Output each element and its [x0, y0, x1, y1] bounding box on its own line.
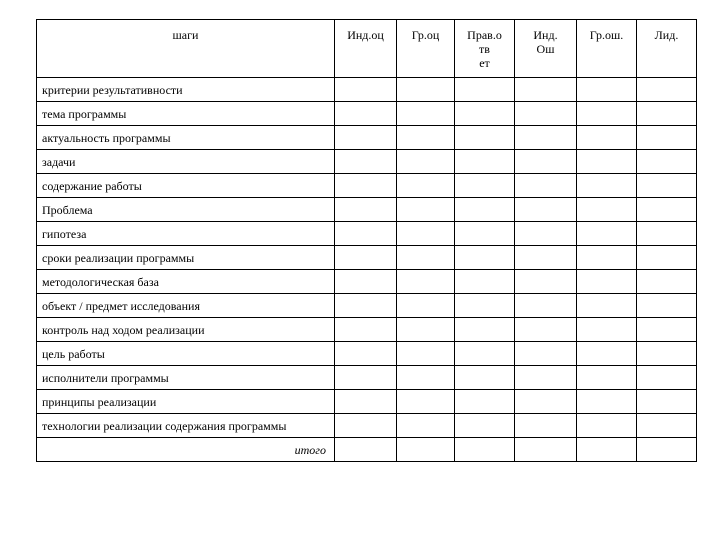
cell-group-score[interactable] — [397, 246, 455, 270]
cell-leader[interactable] — [637, 342, 697, 366]
total-label: итого — [37, 438, 335, 462]
cell-individual-score[interactable] — [335, 102, 397, 126]
cell-correct-answer[interactable] — [455, 222, 515, 246]
cell-group-errors[interactable] — [577, 102, 637, 126]
cell-individual-score[interactable] — [335, 294, 397, 318]
cell-correct-answer[interactable] — [455, 102, 515, 126]
table-header — [37, 20, 697, 78]
cell-individual-score[interactable] — [335, 414, 397, 438]
step-label: методологическая база — [37, 270, 335, 294]
step-label: контроль над ходом реализации — [37, 318, 335, 342]
cell-individual-errors[interactable] — [515, 390, 577, 414]
cell-group-score[interactable] — [397, 294, 455, 318]
cell-group-score[interactable] — [397, 102, 455, 126]
table-row — [37, 390, 697, 414]
step-label: исполнители программы — [37, 366, 335, 390]
cell-individual-score[interactable] — [335, 390, 397, 414]
cell-individual-score[interactable] — [335, 198, 397, 222]
total-cell-individual-errors[interactable] — [515, 438, 577, 462]
step-label: цель работы — [37, 342, 335, 366]
step-label: Проблема — [37, 198, 335, 222]
table-row — [37, 78, 697, 102]
cell-individual-score[interactable] — [335, 366, 397, 390]
cell-leader[interactable] — [637, 270, 697, 294]
total-cell-leader[interactable] — [637, 438, 697, 462]
cell-group-score[interactable] — [397, 198, 455, 222]
cell-individual-errors[interactable] — [515, 102, 577, 126]
cell-individual-errors[interactable] — [515, 318, 577, 342]
table-row — [37, 198, 697, 222]
cell-leader[interactable] — [637, 318, 697, 342]
total-row — [37, 438, 697, 462]
cell-group-score[interactable] — [397, 78, 455, 102]
cell-individual-score[interactable] — [335, 126, 397, 150]
table-row — [37, 174, 697, 198]
cell-correct-answer[interactable] — [455, 294, 515, 318]
step-label: объект / предмет исследования — [37, 294, 335, 318]
step-label: актуальность программы — [37, 126, 335, 150]
cell-group-errors[interactable] — [577, 126, 637, 150]
cell-group-score[interactable] — [397, 270, 455, 294]
cell-group-score[interactable] — [397, 174, 455, 198]
header-row — [37, 20, 697, 78]
cell-individual-errors[interactable] — [515, 174, 577, 198]
table-row — [37, 102, 697, 126]
cell-group-score[interactable] — [397, 318, 455, 342]
cell-group-score[interactable] — [397, 150, 455, 174]
cell-group-errors[interactable] — [577, 78, 637, 102]
header-individual-errors: Инд. Ош — [515, 20, 577, 78]
step-label: задачи — [37, 150, 335, 174]
cell-group-errors[interactable] — [577, 198, 637, 222]
cell-correct-answer[interactable] — [455, 390, 515, 414]
cell-group-errors[interactable] — [577, 414, 637, 438]
cell-leader[interactable] — [637, 366, 697, 390]
cell-group-errors[interactable] — [577, 342, 637, 366]
cell-leader[interactable] — [637, 126, 697, 150]
total-cell-individual-score[interactable] — [335, 438, 397, 462]
cell-individual-errors[interactable] — [515, 270, 577, 294]
cell-group-errors[interactable] — [577, 246, 637, 270]
cell-individual-errors[interactable] — [515, 342, 577, 366]
cell-correct-answer[interactable] — [455, 174, 515, 198]
header-individual-score: Инд.оц — [335, 20, 397, 78]
cell-group-errors[interactable] — [577, 318, 637, 342]
cell-group-score[interactable] — [397, 342, 455, 366]
cell-correct-answer[interactable] — [455, 198, 515, 222]
total-cell-group-score[interactable] — [397, 438, 455, 462]
total-cell-correct-answer[interactable] — [455, 438, 515, 462]
cell-group-errors[interactable] — [577, 390, 637, 414]
cell-group-score[interactable] — [397, 390, 455, 414]
cell-group-score[interactable] — [397, 366, 455, 390]
cell-group-errors[interactable] — [577, 150, 637, 174]
cell-individual-score[interactable] — [335, 342, 397, 366]
step-label: технологии реализации содержания программы — [37, 414, 335, 438]
step-label: критерии результативности — [37, 78, 335, 102]
table-row — [37, 126, 697, 150]
table-row — [37, 318, 697, 342]
cell-individual-errors[interactable] — [515, 126, 577, 150]
step-label: принципы реализации — [37, 390, 335, 414]
cell-individual-score[interactable] — [335, 222, 397, 246]
cell-correct-answer[interactable] — [455, 342, 515, 366]
cell-individual-score[interactable] — [335, 318, 397, 342]
cell-leader[interactable] — [637, 246, 697, 270]
cell-individual-errors[interactable] — [515, 366, 577, 390]
cell-correct-answer[interactable] — [455, 270, 515, 294]
cell-correct-answer[interactable] — [455, 366, 515, 390]
cell-group-score[interactable] — [397, 414, 455, 438]
cell-individual-score[interactable] — [335, 174, 397, 198]
cell-individual-errors[interactable] — [515, 198, 577, 222]
cell-leader[interactable] — [637, 174, 697, 198]
table-row — [37, 414, 697, 438]
cell-individual-errors[interactable] — [515, 246, 577, 270]
cell-individual-score[interactable] — [335, 270, 397, 294]
cell-group-score[interactable] — [397, 126, 455, 150]
cell-correct-answer[interactable] — [455, 126, 515, 150]
cell-group-errors[interactable] — [577, 294, 637, 318]
cell-leader[interactable] — [637, 222, 697, 246]
cell-individual-errors[interactable] — [515, 222, 577, 246]
cell-correct-answer[interactable] — [455, 246, 515, 270]
cell-group-errors[interactable] — [577, 366, 637, 390]
table-row — [37, 366, 697, 390]
header-group-errors: Гр.ош. — [577, 20, 637, 78]
header-leader: Лид. — [637, 20, 697, 78]
step-label: тема программы — [37, 102, 335, 126]
step-label: содержание работы — [37, 174, 335, 198]
table-row — [37, 222, 697, 246]
table-row — [37, 270, 697, 294]
cell-correct-answer[interactable] — [455, 78, 515, 102]
cell-individual-errors[interactable] — [515, 150, 577, 174]
step-label: сроки реализации программы — [37, 246, 335, 270]
cell-leader[interactable] — [637, 78, 697, 102]
cell-group-errors[interactable] — [577, 222, 637, 246]
cell-leader[interactable] — [637, 198, 697, 222]
table-row — [37, 342, 697, 366]
cell-individual-score[interactable] — [335, 78, 397, 102]
table-body — [37, 78, 697, 462]
cell-leader[interactable] — [637, 414, 697, 438]
cell-individual-score[interactable] — [335, 246, 397, 270]
cell-group-errors[interactable] — [577, 174, 637, 198]
table-row — [37, 150, 697, 174]
cell-leader[interactable] — [637, 102, 697, 126]
cell-group-score[interactable] — [397, 222, 455, 246]
cell-individual-score[interactable] — [335, 150, 397, 174]
cell-group-errors[interactable] — [577, 270, 637, 294]
step-label: гипотеза — [37, 222, 335, 246]
cell-individual-errors[interactable] — [515, 78, 577, 102]
cell-leader[interactable] — [637, 150, 697, 174]
table-row — [37, 294, 697, 318]
table-row — [37, 246, 697, 270]
cell-individual-errors[interactable] — [515, 294, 577, 318]
cell-individual-errors[interactable] — [515, 414, 577, 438]
cell-leader[interactable] — [637, 390, 697, 414]
header-group-score: Гр.оц — [397, 20, 455, 78]
header-correct-answer: Прав.о тв ет — [455, 20, 515, 78]
cell-correct-answer[interactable] — [455, 150, 515, 174]
cell-correct-answer[interactable] — [455, 414, 515, 438]
cell-leader[interactable] — [637, 294, 697, 318]
cell-correct-answer[interactable] — [455, 318, 515, 342]
total-cell-group-errors[interactable] — [577, 438, 637, 462]
evaluation-table — [36, 19, 697, 462]
header-steps: шаги — [37, 20, 335, 78]
